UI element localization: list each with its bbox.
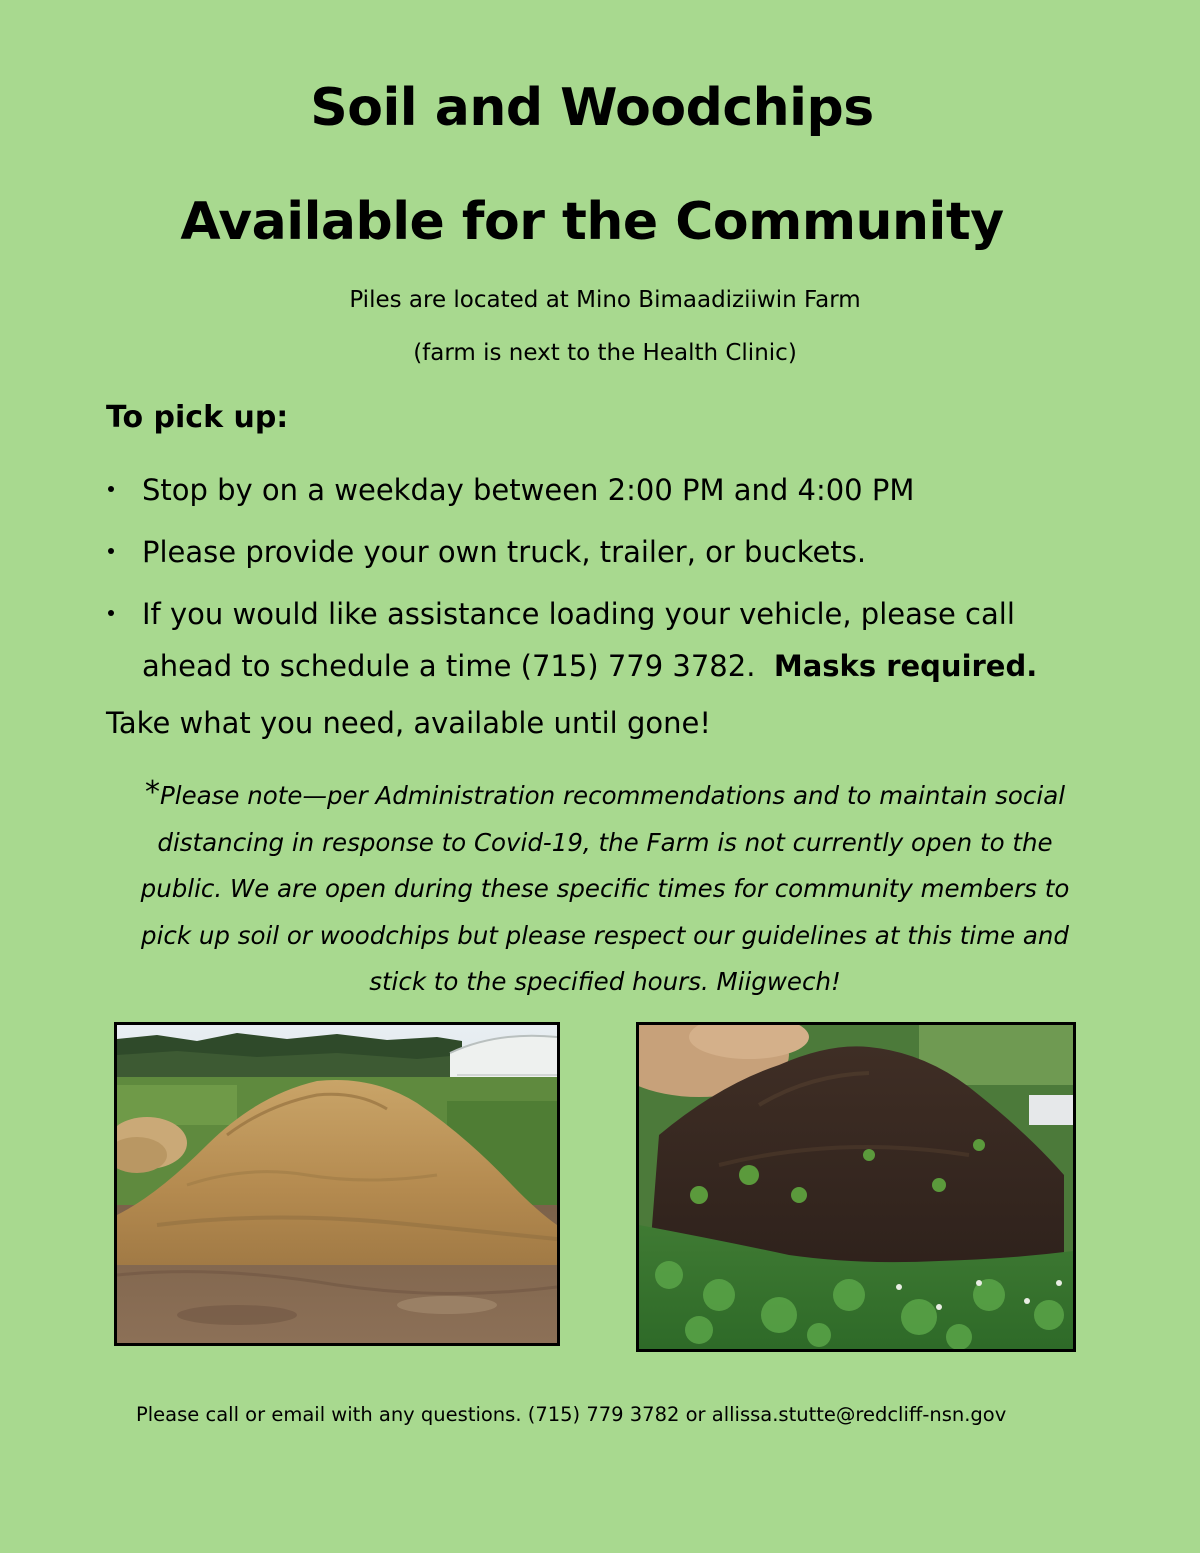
soil-pile-photo — [636, 1022, 1076, 1352]
woodchip-pile-image — [117, 1025, 557, 1343]
pickup-assistance-text: If you would like assistance loading your vehicle, please call ahead to schedule a time (715) 779 3782. — [142, 597, 1015, 683]
covid-note — [120, 770, 1090, 1006]
masks-required-text: Masks required. — [773, 649, 1038, 683]
bullet-icon — [108, 486, 114, 492]
covid-note-text: Please note—per Administration recommendations and to maintain social distancing in response to Covid-19, the Farm is not currently open to the public. We are open during these specific times for community members to pick up soil or woodchips but please respect our guidelines at this time and stick to the specified hours. Miigwech! — [140, 781, 1070, 996]
flyer-title-line-1: Soil and Woodchips — [310, 78, 874, 138]
list-item — [106, 464, 1106, 516]
bullet-icon — [108, 610, 114, 616]
list-item — [106, 588, 1106, 692]
pickup-equipment-text: Please provide your own truck, trailer, or buckets. — [142, 535, 867, 569]
pickup-instructions-list — [106, 464, 1106, 702]
bullet-icon — [108, 548, 114, 554]
woodchip-pile-photo — [114, 1022, 560, 1346]
pickup-heading: To pick up: — [106, 400, 289, 435]
list-item — [106, 526, 1106, 578]
flyer-title-line-2: Available for the Community — [180, 192, 1004, 252]
contact-footer: Please call or email with any questions. (715) 779 3782 or allissa.stutte@redcliff-nsn.gov — [136, 1403, 1007, 1426]
soil-pile-image — [639, 1025, 1073, 1349]
location-line: Piles are located at Mino Bimaadiziiwin Farm — [349, 287, 861, 313]
asterisk-icon: * — [144, 775, 160, 810]
location-note: (farm is next to the Health Clinic) — [413, 340, 797, 366]
availability-line: Take what you need, available until gone! — [106, 706, 711, 740]
pickup-hours-text: Stop by on a weekday between 2:00 PM and 4:00 PM — [142, 473, 915, 507]
